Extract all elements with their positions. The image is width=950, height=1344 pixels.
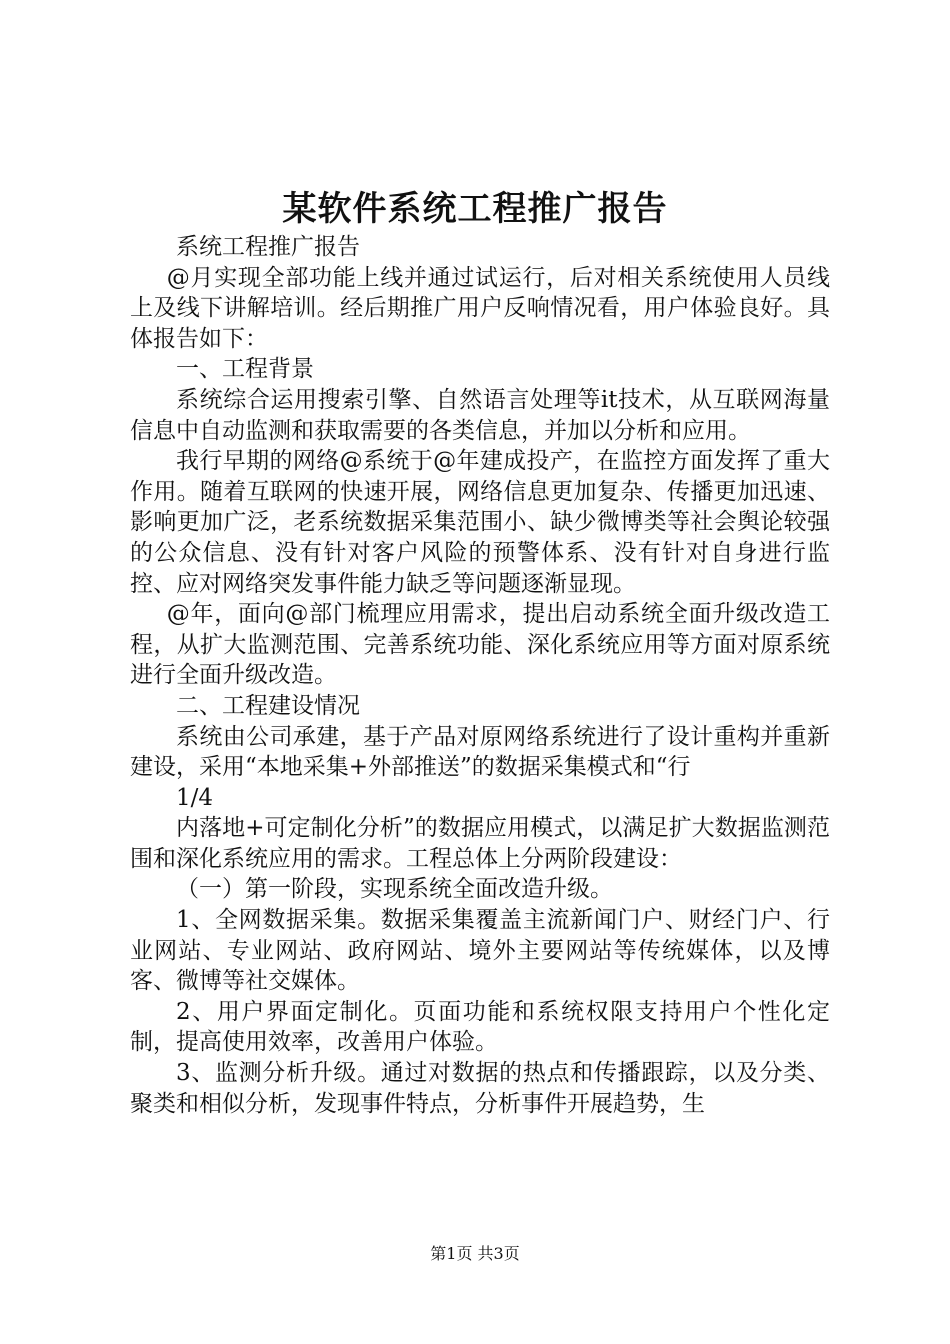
paragraph-item-2: 2、用户界面定制化。页面功能和系统权限支持用户个性化定制，提高使用效率，改善用户体验。 bbox=[130, 998, 830, 1056]
paragraph-construction-2: 内落地+可定制化分析”的数据应用模式，以满足扩大数据监测范围和深化系统应用的需求。工程总体上分两阶段建设： bbox=[130, 815, 830, 872]
page-footer: 第1页 共3页 bbox=[430, 1244, 520, 1263]
document-title: 某软件系统工程推广报告 bbox=[282, 189, 668, 229]
paragraph-construction-1: 系统由公司承建，基于产品对原网络系统进行了设计重构并重新建设，采用“本地采集+外部推送”的数据采集模式和“行 bbox=[130, 723, 830, 781]
page-marker: 1/4 bbox=[176, 784, 214, 811]
paragraph-background-3: @年，面向@部门梳理应用需求，提出启动系统全面升级改造工程，从扩大监测范围、完善系统功能、深化系统应用等方面对原系统进行全面升级改造。 bbox=[130, 601, 830, 689]
paragraph-phase-one: （一）第一阶段，实现系统全面改造升级。 bbox=[176, 876, 613, 903]
paragraph-item-3: 3、监测分析升级。通过对数据的热点和传播跟踪，以及分类、聚类和相似分析，发现事件特点，分析事件开展趋势，生 bbox=[130, 1060, 830, 1117]
paragraph-background-2: 我行早期的网络@系统于@年建成投产，在监控方面发挥了重大作用。随着互联网的快速开展，网络信息更加复杂、传播更加迅速、影响更加广泛，老系统数据采集范围小、缺少微博类等社会舆论较强的公众信息、没有针对客户风险的预警体系、没有针对自身进行监控、应对网络突发事件能力缺乏等问题逐渐显现。 bbox=[130, 448, 830, 597]
document-body bbox=[130, 232, 830, 1119]
paragraph-intro: @月实现全部功能上线并通过试运行，后对相关系统使用人员线上及线下讲解培训。经后期推广用户反响情况看，用户体验良好。具体报告如下： bbox=[130, 264, 830, 352]
heading-construction: 二、工程建设情况 bbox=[176, 692, 360, 719]
paragraph-subtitle: 系统工程推广报告 bbox=[176, 234, 360, 260]
paragraph-item-1: 1、全网数据采集。数据采集覆盖主流新闻门户、财经门户、行业网站、专业网站、政府网站、境外主要网站等传统媒体，以及博客、微博等社交媒体。 bbox=[130, 907, 830, 995]
heading-background: 一、工程背景 bbox=[176, 356, 314, 383]
paragraph-background-1: 系统综合运用搜索引擎、自然语言处理等it技术，从互联网海量信息中自动监测和获取需要的各类信息，并加以分析和应用。 bbox=[130, 386, 830, 444]
